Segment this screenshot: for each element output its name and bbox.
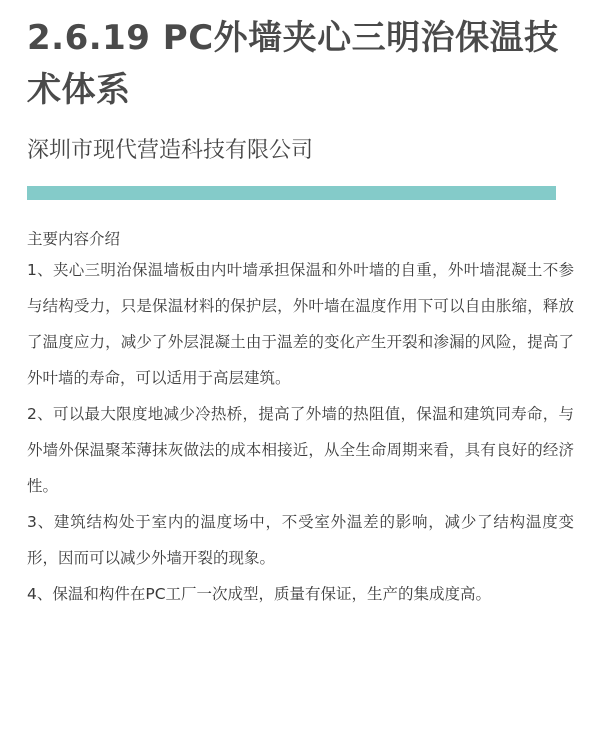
paragraph-3: 3、建筑结构处于室内的温度场中，不受室外温差的影响，减少了结构温度变形，因而可以减少外墙开裂的现象。 [27,513,574,567]
section-heading: 主要内容介绍 [27,230,121,248]
paragraph-1: 1、夹心三明治保温墙板由内叶墙承担保温和外叶墙的自重，外叶墙混凝土不参与结构受力，只是保温材料的保护层，外叶墙在温度作用下可以自由胀缩，释放了温度应力，减少了外层混凝土由于温差的变化产生开裂和渗漏的风险，提高了外叶墙的寿命，可以适用于高层建筑。 [27,261,574,387]
paragraph-2: 2、可以最大限度地减少冷热桥，提高了外墙的热阻值，保温和建筑同寿命，与外墙外保温聚苯薄抹灰做法的成本相接近，从全生命周期来看，具有良好的经济性。 [27,405,574,495]
paragraph-4: 4、保温和构件在PC工厂一次成型，质量有保证，生产的集成度高。 [27,585,492,603]
content-section [27,226,574,612]
company-name: 深圳市现代营造科技有限公司 [27,138,314,163]
accent-divider [27,186,556,200]
document-title: 2.6.19 PC外墙夹心三明治保温技术体系 [27,18,559,110]
